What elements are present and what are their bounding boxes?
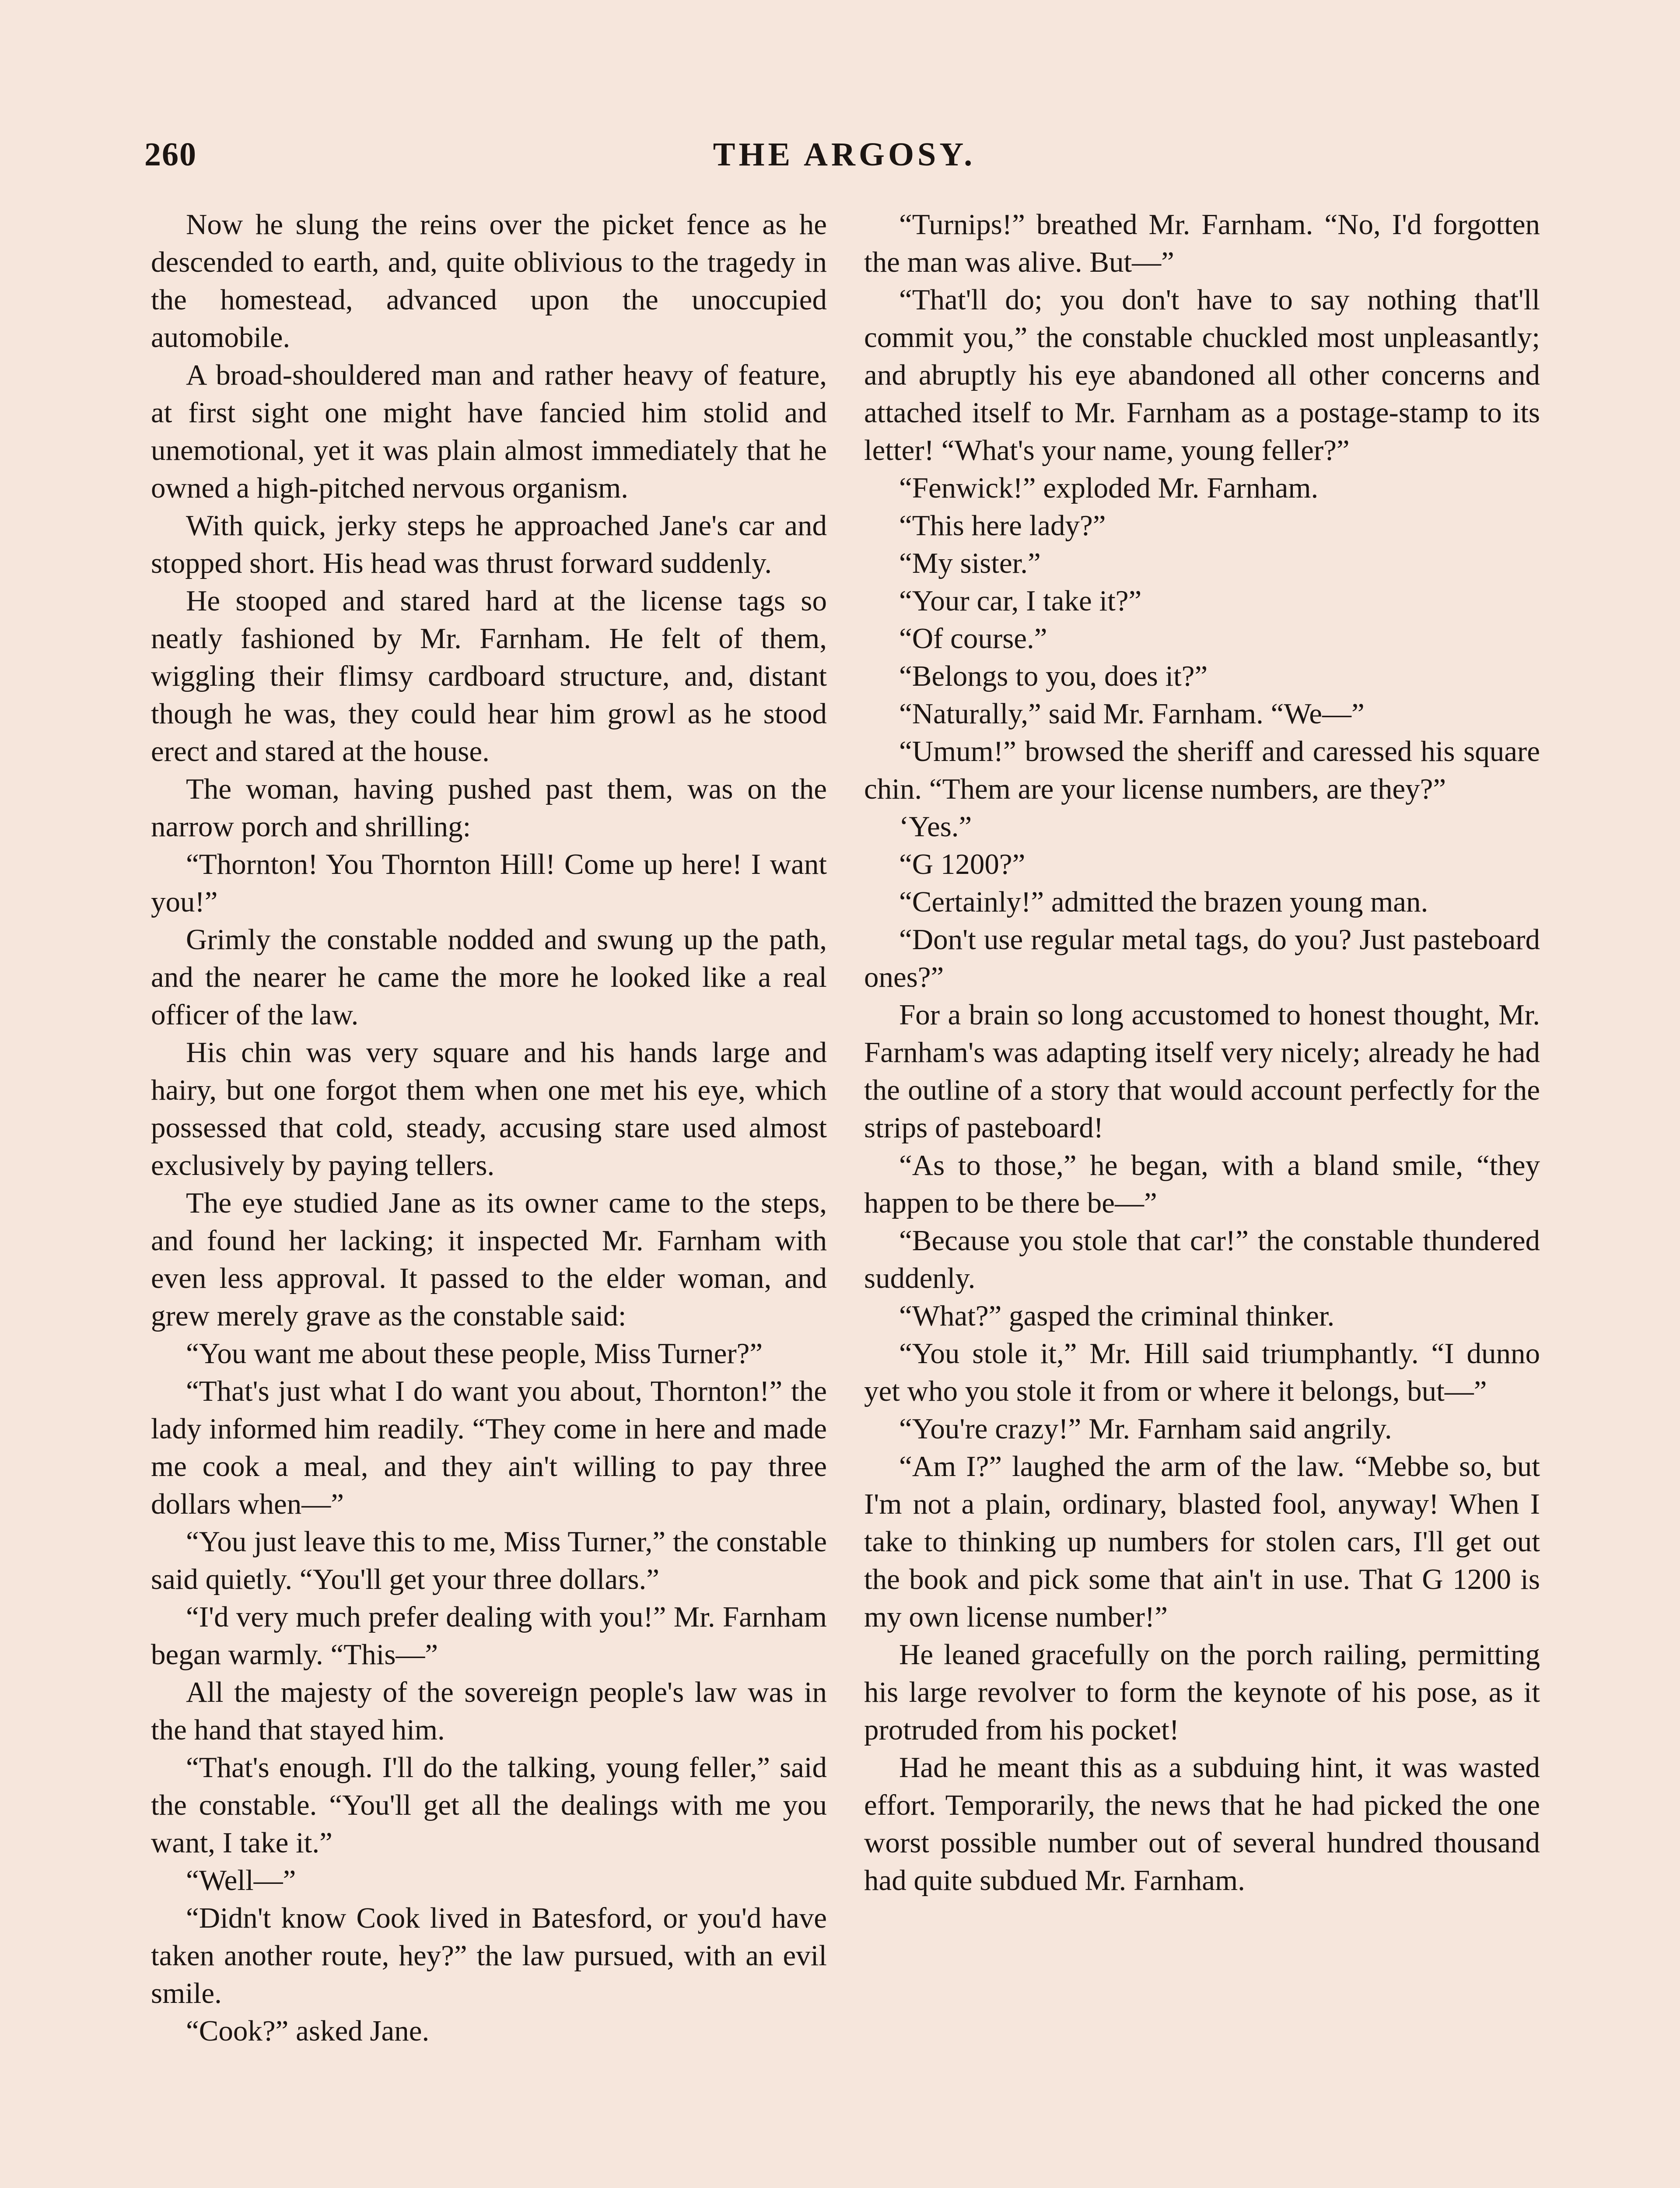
paragraph: “Don't use regular metal tags, do you? Just pasteboard ones?” <box>864 923 1540 993</box>
paragraph: “Of course.” <box>899 622 1047 655</box>
paragraph: “Didn't know Cook lived in Batesford, or you'd have taken another route, hey?” the law pursued, with an evil smile. <box>151 1902 827 2009</box>
paragraph: “Well—” <box>186 1864 296 1897</box>
paragraph: The woman, having pushed past them, was on the narrow porch and shrilling: <box>151 773 827 843</box>
paragraph: All the majesty of the sovereign people's law was in the hand that stayed him. <box>151 1676 827 1746</box>
paragraph: “G 1200?” <box>899 848 1026 880</box>
paragraph: “As to those,” he began, with a bland smile, “they happen to be there be—” <box>864 1149 1540 1219</box>
paragraph: “Fenwick!” exploded Mr. Farnham. <box>899 472 1319 504</box>
running-title: THE ARGOSY. <box>713 136 976 173</box>
paragraph: “Am I?” laughed the arm of the law. “Mebbe so, but I'm not a plain, ordinary, blasted fool, anyway! When I take to thinking up numbers for stolen cars, I'll get out the book and pick some that ain't in use. That G 1200 is my own license number!” <box>864 1450 1540 1633</box>
page-number: 260 <box>144 136 197 173</box>
paragraph: “Naturally,” said Mr. Farnham. “We—” <box>899 698 1365 730</box>
paragraph: “Belongs to you, does it?” <box>899 660 1208 692</box>
paragraph: “You just leave this to me, Miss Turner,” the constable said quietly. “You'll get your three dollars.” <box>151 1525 827 1595</box>
paragraph: “Your car, I take it?” <box>899 585 1142 617</box>
paragraph: “Because you stole that car!” the constable thundered suddenly. <box>864 1224 1540 1294</box>
left-column <box>151 206 827 2050</box>
paragraph: He stooped and stared hard at the license tags so neatly fashioned by Mr. Farnham. He felt of them, wiggling their flimsy cardboard structure, and, distant though he was, they could hear him growl as he stood erect and stared at the house. <box>151 585 827 768</box>
paragraph: A broad-shouldered man and rather heavy of feature, at first sight one might have fancied him stolid and unemotional, yet it was plain almost immediately that he owned a high-pitched nervous organism. <box>151 359 827 504</box>
page-header <box>144 127 1544 179</box>
paragraph: He leaned gracefully on the porch railing, permitting his large revolver to form the keynote of his pose, as it protruded from his pocket! <box>864 1638 1540 1746</box>
paragraph: “You stole it,” Mr. Hill said triumphantly. “I dunno yet who you stole it from or where it belongs, but—” <box>864 1337 1540 1407</box>
paragraph: His chin was very square and his hands large and hairy, but one forgot them when one met his eye, which possessed that cold, steady, accusing stare used almost exclusively by paying tellers. <box>151 1036 827 1182</box>
paragraph: “You want me about these people, Miss Turner?” <box>186 1337 763 1370</box>
paragraph: “That's just what I do want you about, Thornton!” the lady informed him readily. “They come in here and made me cook a meal, and they ain't willing to pay three dollars when—” <box>151 1375 827 1520</box>
paragraph: “That's enough. I'll do the talking, young feller,” said the constable. “You'll get all the dealings with me you want, I take it.” <box>151 1751 827 1859</box>
paragraph: “Turnips!” breathed Mr. Farnham. “No, I'd forgotten the man was alive. But—” <box>864 208 1540 278</box>
paragraph: “My sister.” <box>899 547 1041 579</box>
paragraph: “You're crazy!” Mr. Farnham said angrily. <box>899 1413 1392 1445</box>
right-column <box>864 206 1540 1899</box>
paragraph: Had he meant this as a subduing hint, it was wasted effort. Temporarily, the news that he had picked the one worst possible number out of several hundred thousand had quite subdued Mr. Farnham. <box>864 1751 1540 1897</box>
paragraph: Grimly the constable nodded and swung up the path, and the nearer he came the more he looked like a real officer of the law. <box>151 923 827 1031</box>
paragraph: Now he slung the reins over the picket fence as he descended to earth, and, quite oblivious to the tragedy in the homestead, advanced upon the unoccupied automobile. <box>151 208 827 354</box>
paragraph: “Thornton! You Thornton Hill! Come up here! I want you!” <box>151 848 827 918</box>
paragraph: “That'll do; you don't have to say nothing that'll commit you,” the constable chuckled most unpleasantly; and abruptly his eye abandoned all other concerns and attached itself to Mr. Farnham as a postage-stamp to its letter! “What's your name, young feller?” <box>864 284 1540 466</box>
paragraph: The eye studied Jane as its owner came to the steps, and found her lacking; it inspected Mr. Farnham with even less approval. It passed to the elder woman, and grew merely grave as the constable said: <box>151 1187 827 1332</box>
paragraph: “What?” gasped the criminal thinker. <box>899 1300 1335 1332</box>
paragraph: “I'd very much prefer dealing with you!” Mr. Farnham began warmly. “This—” <box>151 1601 827 1671</box>
paragraph: ‘Yes.” <box>899 810 972 843</box>
paragraph: “This here lady?” <box>899 509 1106 542</box>
paragraph: “Umum!” browsed the sheriff and caressed his square chin. “Them are your license numbers, are they?” <box>864 735 1540 805</box>
paragraph: With quick, jerky steps he approached Jane's car and stopped short. His head was thrust forward suddenly. <box>151 509 827 579</box>
paragraph: “Cook?” asked Jane. <box>186 2015 430 2047</box>
paragraph: For a brain so long accustomed to honest thought, Mr. Farnham's was adapting itself very nicely; already he had the outline of a story that would account perfectly for the strips of pasteboard! <box>864 999 1540 1144</box>
paragraph: “Certainly!” admitted the brazen young man. <box>899 886 1428 918</box>
